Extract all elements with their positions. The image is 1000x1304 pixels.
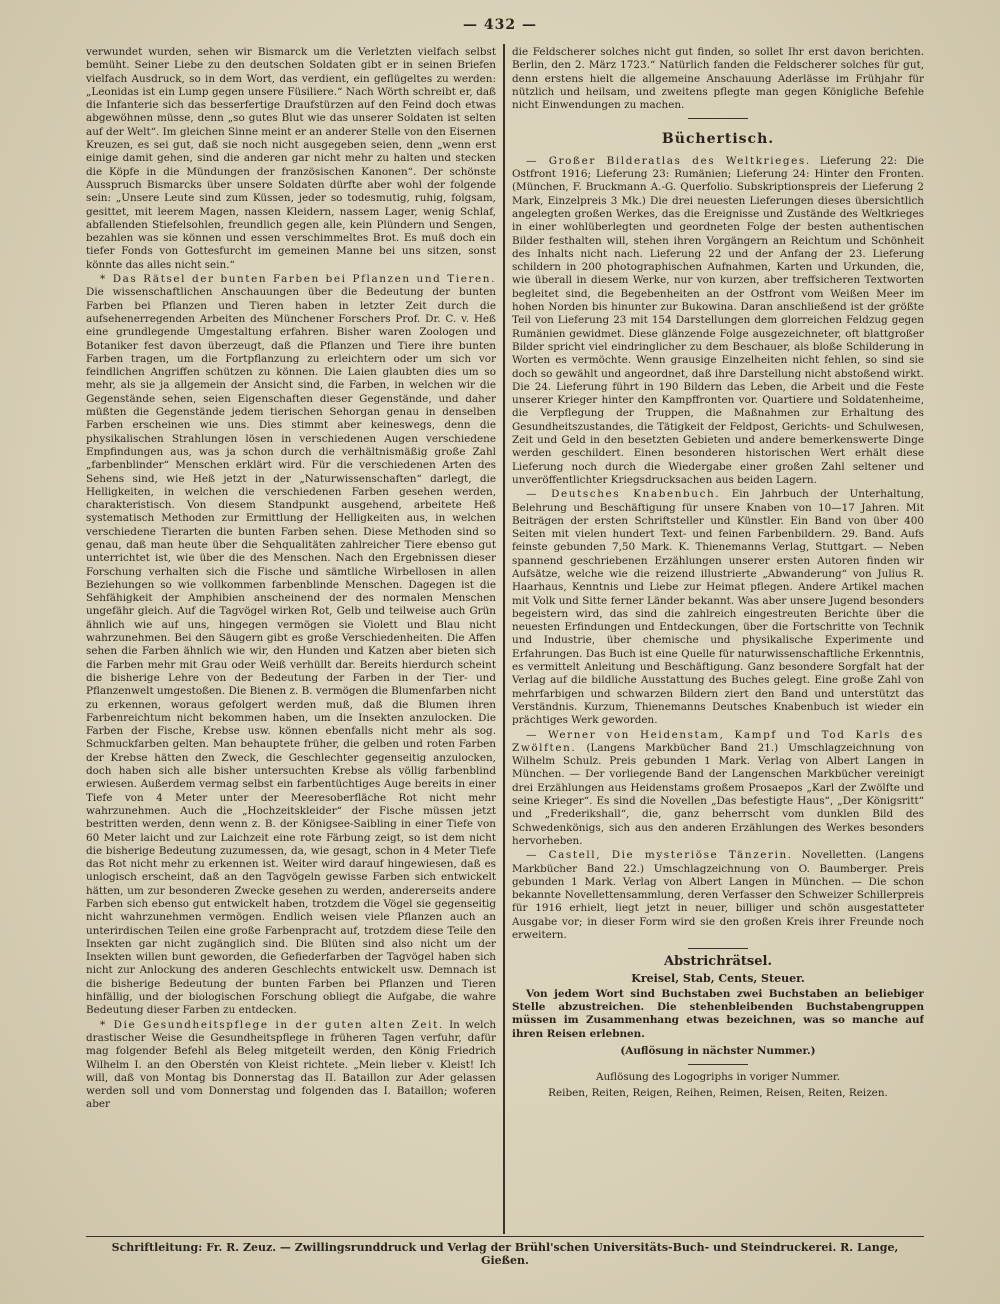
solution-title: Auflösung des Logogriphs in voriger Nummer. <box>595 1071 841 1084</box>
page-number: — 432 — <box>463 17 537 33</box>
review-paragraph <box>512 849 924 942</box>
review-paragraph <box>512 155 924 487</box>
puzzle-words: Kreisel, Stab, Cents, Steuer. <box>631 971 805 985</box>
article-heading: * Das Rätsel der bunten Farben bei Pflanzen und Tieren. <box>100 273 496 286</box>
article-paragraph <box>86 1019 496 1112</box>
review-heading: — Castell, Die mysteriöse Tänzerin. <box>526 849 793 862</box>
article-paragraph: verwundet wurden, sehen wir Bismarck um die Verletzten vielfach selbst bemüht. Seiner Liebe zu den deutschen Soldaten gibt er in seinen Briefen vielfach Ausdruck, so in dem Wort, das verdient, ein geflügeltes zu werden: „Leonidas ist ein Lump gegen unsere Füsiliere.“ Nach Wörth schreibt er, daß die Infanterie sich das besserfertige Draufstürzen auf den Feind doch etwas abgewöhnen müsse, denn „so gutes Blut wie das unserer Soldaten ist selten auf der Welt“. Im gleichen Sinne meint er an anderer Stelle von den Eisernen Kreuzen, es sei gut, daß sie noch nicht ausgegeben seien, denn „wenn erst einige damit gehen, sind die anderen gar nicht mehr zu halten und stecken die Köpfe in die Mündungen der französischen Kanonen“. Der schönste Ausspruch Bismarcks über unsere Soldaten dürfte aber wohl der folgende sein: „Unsere Leute sind zum Küssen, jeder so todesmutig, ruhig, folgsam, gesittet, mit leerem Magen, nassen Kleidern, nassem Lager, wenig Schlaf, abfallenden Stiefelsohlen, freundlich gegen alle, kein Plündern und Sengen, bezahlen was sie können und essen verschimmeltes Brot. Es muß doch ein tiefer Fonds von Gottesfurcht im gemeinen Manne bei uns sitzen, sonst könnte das alles nicht sein.“ <box>86 46 496 271</box>
right-column <box>512 46 924 1234</box>
section-rule <box>688 1064 748 1065</box>
puzzle-note: (Auflösung in nächster Nummer.) <box>620 1045 816 1058</box>
review-text: Ein Jahrbuch der Unterhaltung, Belehrung und Beschäftigung für unsere Knaben von 10—17 Jahren. Mit Beiträgen der ersten Schriftsteller und Künstler. Ein Band von über 400 Seiten mit vielen hundert Text- und feinen Farbenbildern. 29. Band. Aufs feinste gebunden 7,50 Mark. K. Thienemanns Verlag, Stuttgart. — Neben spannend geschriebenen Erzählungen unserer ersten Autoren finden wir Aufsätze, welche wie die reizend illustrierte „Abwanderung“ von Julius R. Haarhaus, Kenntnis und Liebe zur Heimat pflegen. Andere Artikel machen mit Volk und Sitte ferner Länder bekannt. Was aber unsere Jugend besonders begeistern wird, das sind die zahlreich eingestreuten Berichte über die neuesten Erfindungen und Entdeckungen, über die Fortschritte von Technik und Industrie, über chemische und physikalische Experimente und Erfahrungen. Das Buch ist eine Quelle für naturwissenschaftliche Erkenntnis, es vermittelt Anleitung und Beschäftigung. Ganz besondere Sorgfalt hat der Verlag auf die bildliche Ausstattung des Buches gelegt. Eine große Zahl von mehrfarbigen und schwarzen Bildern ziert den Band und unterstützt das Verständnis. Kurzum, Thienemanns Deutsches Knabenbuch ist wieder ein prächtiges Werk geworden. <box>512 488 924 727</box>
article-paragraph <box>86 273 496 1018</box>
review-text: Lieferung 22: Die Ostfront 1916; Lieferung 23: Rumänien; Lieferung 24: Hinter den Fronten. (München, F. Bruckmann A.-G. Querfolio. Subskriptionspreis der Lieferung 2 Mark, Einzelpreis 3 Mk.) Die drei neuesten Lieferungen dieses übersichtlich angelegten großen Werkes, das die Ereignisse und Zustände des Weltkrieges in einer wohlüberlegten und geordneten Folge der besten authentischen Bilder festhalten will, stehen ihren Vorgängern an Reichtum und Schönheit des Inhalts nicht nach. Lieferung 22 und der Anfang der 23. Lieferung schildern in 200 photographischen Aufnahmen, Karten und Urkunden, die, wie überall in diesem Werke, nur von kurzen, aber treffsicheren Textworten begleitet sind, die Begebenheiten an der Ostfront vom Weißen Meer im hohen Norden bis hinunter zur Bukowina. Daran anschließend ist der größte Teil von Lieferung 23 mit 154 Darstellungen dem glorreichen Feldzug gegen Rumänien gewidmet. Diese glänzende Folge ausgezeichneter, oft blattgroßer Bilder spricht viel eindringlicher zu dem Beschauer, als bloße Schilderung in Worten es vermöchte. Wenn grausige Einzelheiten nicht fehlen, so sind sie doch so gewählt und angeordnet, daß ihre Darstellung nicht abstoßend wirkt. Die 24. Lieferung führt in 190 Bildern das Leben, die Arbeit und die Feste unserer Krieger hinter den Kampffronten vor. Quartiere und Soldatenheime, die Verpflegung der Truppen, die Maßnahmen zur Erhaltung des Gesundheitszustandes, die Tätigkeit der Feldpost, Gerichts- und Schulwesen, Zeit und Geld in den besetzten Gebieten und andere bemerkenswerte Dinge werden geschildert. Einen besonderen historischen Wert erhält diese Lieferung noch durch die Wiedergabe einer großen Zahl seltener und unveröffentlichter Kriegsdrucksachen aus beiden Lagern. <box>512 154 924 486</box>
puzzle-instructions: Von jedem Wort sind Buchstaben zwei Buchstaben an beliebiger Stelle abzustreichen. Die stehenbleibenden Buchstabengruppen müssen im Zusammenhang etwas bezeichnen, was so manche auf ihren Reisen erlebnen. <box>512 987 924 1040</box>
review-paragraph <box>512 488 924 727</box>
footer-rule <box>86 1236 924 1237</box>
solution-words: Reiben, Reiten, Reigen, Reihen, Reimen, Reisen, Reiten, Reizen. <box>548 1086 888 1099</box>
article-text: In welch drastischer Weise die Gesundheitspflege in früheren Tagen verfuhr, dafür mag folgender Befehl als Beleg mitgeteilt werden, den König Friedrich Wilhelm I. an den Oberstén von Kleist richtete. „Mein lieber v. Kleist! Ich will, daß von Montag bis Donnerstag das II. Bataillon zur Ader gelassen werden soll und vom Donnerstag und folgenden das I. Bataillon; woferen aber <box>86 1018 496 1111</box>
review-heading: — Werner von Heidenstam, Kampf und Tod Karls des Zwölften. <box>512 728 924 754</box>
column-divider <box>503 44 505 1234</box>
puzzle-title: Abstrichrätsel. <box>664 954 772 970</box>
review-paragraph <box>512 729 924 849</box>
review-text: (Langens Markbücher Band 21.) Umschlagzeichnung von Wilhelm Schulz. Preis gebunden 1 Mark. Verlag von Albert Langen in München. — Der vorliegende Band der Langenschen Markbücher vereinigt drei Erzählungen aus Heidenstams großem Prosaepos „Karl der Zwölfte und seine Krieger“. Es sind die Novellen „Das befestigte Haus“, „Der Königsritt“ und „Frederikshall“, die, ganz beherrscht vom dunklen Bild des Schwedenkönigs, sich aus den anderen Erzählungen des Werkes besonders hervorheben. <box>512 741 924 847</box>
review-text: Novelletten. (Langens Markbücher Band 22.) Umschlagzeichnung von O. Baumberger. Preis gebunden 1 Mark. Verlag von Albert Langen in München. — Die schon bekannte Novellettensammlung, deren Verfasser den Schweizer Schillerpreis für 1916 erhielt, liegt jetzt in neuer, billiger und schön ausgestatteter Ausgabe vor; in dieser Form wird sie den großen Kreis ihrer Freunde noch erweitern. <box>512 849 924 941</box>
review-heading: — Großer Bilderatlas des Weltkrieges. <box>526 154 811 167</box>
article-continuation: die Feldscherer solches nicht gut finden, so sollet Ihr erst davon berichten. Berlin, den 2. März 1723.“ Natürlich fanden die Feldscherer solches für gut, denn erstens hielt die allgemeine Anschauung Aderlässe im Frühjahr für nützlich und heilsam, und zweitens pflegte man gegen Königliche Befehle nicht Einwendungen zu machen. <box>512 46 924 112</box>
left-column <box>86 46 496 1234</box>
article-heading: * Die Gesundheitspflege in der guten alten Zeit. <box>100 1018 444 1031</box>
section-rule <box>688 948 748 949</box>
section-rule <box>688 118 748 119</box>
article-text: Die wissenschaftlichen Anschauungen über die Bedeutung der bunten Farben bei Pflanzen und Tieren haben in letzter Zeit durch die aufsehenerregenden Arbeiten des Münchener Forschers Prof. Dr. C. v. Heß eine grundlegende Umgestaltung erfahren. Bisher waren Zoologen und Botaniker fest davon überzeugt, daß die Pflanzen und Tiere ihre bunten Farben tragen, um die Fortpflanzung zu erleichtern oder um sich vor feindlichen Angriffen schützen zu können. Die Laien glaubten dies um so mehr, als sie ja allgemein der Ansicht sind, die Farben, in welchen wir die Gegenstände sehen, seien Eigenschaften dieser Gegenstände, und daher müßten die Gegenstände jedem tierischen Sehorgan genau in denselben Farben erscheinen wie uns. Dies stimmt aber keineswegs, denn die physikalischen Strahlungen lösen in verschiedenen Augen verschiedene Empfindungen aus, was ja schon durch die verhältnismäßig große Zahl „farbenblinder“ Menschen erklärt wird. Für die verschiedenen Arten des Sehens sind, wie Heß jetzt in der „Naturwissenschaften“ darlegt, die Helligkeiten, in welchen die verschiedenen Farben gesehen werden, charakteristisch. Von diesem Standpunkt ausgehend, arbeitete Heß systematisch Methoden zur Ermittlung der Helligkeiten aus, in welchen verschiedene Tierarten die bunten Farben sehen. Diese Methoden sind so genau, daß man heute über die Sehqualitäten zahlreicher Tiere ebenso gut unterrichtet ist, wie über die des Menschen. Nach den Ergebnissen dieser Forschung verhalten sich die Fische und sämtliche Wirbellosen in allen Beziehungen so wie vollkommen farbenblinde Menschen. Dagegen ist die Sehfähigkeit der Amphibien anscheinend der des normalen Menschen ungefähr gleich. Auf die Tagvögel wirken Rot, Gelb und teilweise auch Grün ähnlich wie auf uns, hingegen vermögen sie Violett und Blau nicht wahrzunehmen. Bei den Säugern gibt es große Verschiedenheiten. Die Affen sehen die Farben ähnlich wie wir, den Hunden und Katzen aber bieten sich die Farben mehr mit Grau oder Weiß verhüllt dar. Bereits hierdurch scheint die bisherige Lehre von der Bedeutung der Farben in der Tier- und Pflanzenwelt umgestoßen. Die Bienen z. B. vermögen die Blumenfarben nicht zu erkennen, woraus gefolgert werden muß, daß die Blumen ihren Farbenreichtum nicht bekommen haben, um die Insekten anzulocken. Die Farben der Fische, Krebse usw. können ebenfalls nicht mehr als sog. Schmuckfarben gelten. Man behauptete früher, die gelben und roten Farben der Krebse hätten den Zweck, die Geschlechter gegenseitig anzulocken, doch haben sich alle bisher untersuchten Krebse als völlig farbenblind erwiesen. Außerdem vermag selbst ein farbentüchtiges Auge bereits in einer Tiefe von 4 Meter unter der Meeresoberfläche Rot nicht mehr wahrzunehmen. Auch die „Hochzeitskleider“ der Fische müssen jetzt bestritten werden, denn wenn z. B. der Königsee-Saibling in einer Tiefe von 60 Meter laicht und zur Laichzeit eine rote Färbung zeigt, so ist dem nicht die bisherige Bedeutung zuzumessen, da, wie gesagt, schon in 4 Meter Tiefe das Rot nicht mehr zu erkennen ist. Weiter wird darauf hingewiesen, daß es unlogisch erscheint, daß an den Tagvögeln gewisse Farben sich entwickelt hätten, um zur besonderen Zwecke gesehen zu werden, andererseits andere Farben sich ebenso gut entwickelt haben, trotzdem die Vögel sie gegenseitig nicht wahrzunehmen vermögen. Endlich weisen viele Pflanzen auch an unterirdischen Teilen eine große Farbenpracht auf, trotzdem diese Teile den Insekten gar nicht zugänglich sind. Die Blüten sind also nicht um der Insekten willen bunt geworden, die Gefiederfarben der Tagvögel haben sich nicht zur Anlockung des anderen Geschlechts entwickelt usw. Demnach ist die bisherige Bedeutung der bunten Farben bei Pflanzen und Tieren hinfällig, und der biologischen Forschung obliegt die Aufgabe, die wahre Bedeutung dieser Farben zu entdecken. <box>86 286 496 1017</box>
review-heading: — Deutsches Knabenbuch. <box>526 488 721 501</box>
imprint-footer: Schriftleitung: Fr. R. Zeuz. — Zwillingsrunddruck und Verlag der Brühl'schen Universitäts-Buch- und Steindruckerei. R. Lange, Gießen. <box>111 1241 899 1267</box>
section-title: Büchertisch. <box>661 131 775 148</box>
